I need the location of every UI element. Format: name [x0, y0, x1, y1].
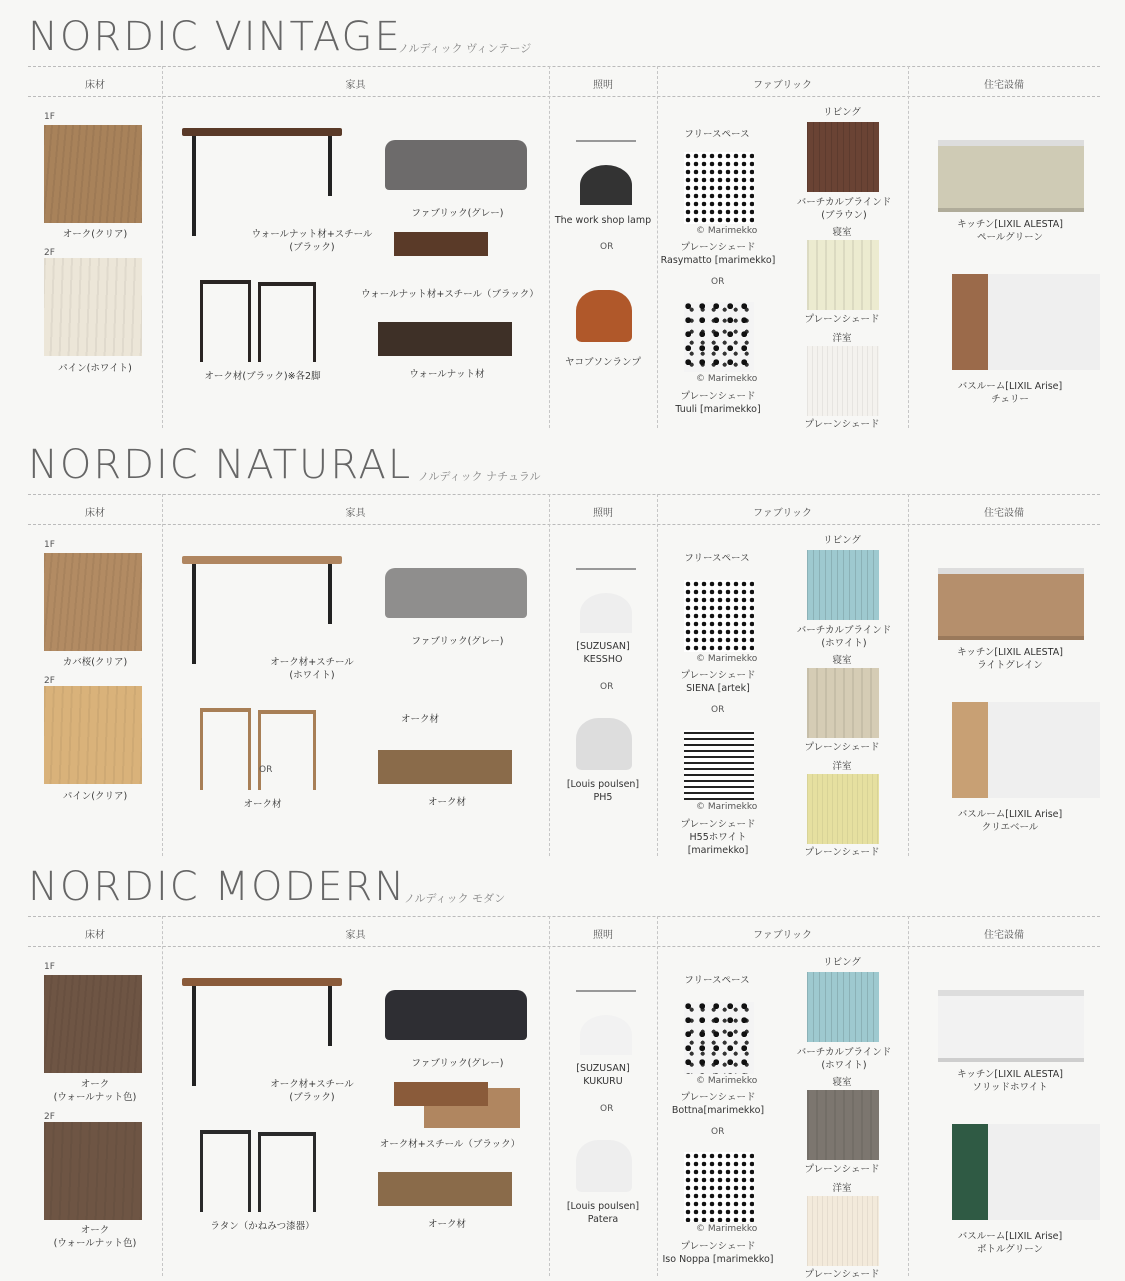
coffee-table-caption: オーク材	[400, 714, 439, 725]
tv-board-image	[378, 1172, 512, 1206]
bathroom-caption: バスルーム[LIXIL Arise] クリエベール	[957, 809, 1063, 833]
marimekko-credit: © Marimekko	[696, 226, 758, 236]
fabric-2-swatch	[684, 730, 754, 800]
divider	[28, 96, 1100, 97]
floor-2f-swatch	[44, 258, 142, 356]
floor-1f-caption: カバ桜(クリア)	[62, 657, 128, 668]
free-space-label: フリースペース	[684, 975, 750, 986]
living-caption: バーチカルブラインド (ホワイト)	[796, 625, 892, 649]
bedroom-caption: プレーンシェード	[804, 1164, 880, 1175]
kitchen-image	[938, 990, 1084, 1062]
dining-table-legs	[192, 136, 196, 236]
living-blind-swatch	[807, 122, 879, 192]
marimekko-credit: © Marimekko	[696, 654, 758, 664]
coffee-table-caption: ウォールナット材+スチール（ブラック）	[361, 289, 539, 300]
marimekko-credit: © Marimekko	[696, 374, 758, 384]
bedroom-label: 寝室	[832, 1077, 852, 1088]
kitchen-caption: キッチン[LIXIL ALESTA] ソリッドホワイト	[957, 1069, 1063, 1093]
chairs-caption: オーク材(ブラック)※各2脚	[204, 371, 321, 382]
column-header: 床材	[85, 80, 105, 91]
floor-2f-swatch	[44, 1122, 142, 1220]
column-header: 照明	[593, 930, 613, 941]
column-divider	[657, 916, 658, 1276]
dining-table-legs	[192, 986, 196, 1086]
column-divider	[162, 916, 163, 1276]
western-label: 洋室	[832, 1183, 852, 1194]
or-label: OR	[711, 1127, 725, 1137]
floor-1f-caption: オーク (ウォールナット色)	[53, 1079, 137, 1103]
tv-board-caption: オーク材	[427, 797, 466, 808]
sofa-image	[385, 990, 527, 1040]
coffee-table-image	[394, 232, 488, 256]
bedroom-caption: プレーンシェード	[804, 314, 880, 325]
free-space-label: フリースペース	[684, 553, 750, 564]
tv-board-caption: ウォールナット材	[409, 369, 485, 380]
column-header: 照明	[593, 80, 613, 91]
western-caption: プレーンシェード	[804, 847, 880, 858]
chair-image	[200, 708, 251, 790]
column-header: 床材	[85, 930, 105, 941]
tv-board-image	[378, 750, 512, 784]
pendant-light-2-shade	[576, 1140, 632, 1192]
western-label: 洋室	[832, 333, 852, 344]
bathroom-image	[952, 274, 1100, 370]
chair-image	[258, 710, 316, 790]
section-2	[0, 428, 1125, 856]
dining-table-caption: ウォールナット材+スチール (ブラック)	[251, 229, 373, 253]
chair-image	[200, 1130, 251, 1212]
light-1-caption: [SUZUSAN] KESSHO	[576, 641, 630, 665]
sofa-caption: ファブリック(グレー)	[411, 1058, 504, 1069]
fabric-1-swatch	[684, 1002, 754, 1074]
column-header: 照明	[593, 508, 613, 519]
pendant-light-1-shade	[580, 593, 632, 633]
or-label: OR	[711, 705, 725, 715]
column-divider	[908, 916, 909, 1276]
fabric-1-caption: プレーンシェード Bottna[marimekko]	[671, 1092, 765, 1116]
kitchen-image	[938, 140, 1084, 212]
western-caption: プレーンシェード	[804, 1269, 880, 1280]
section-subtitle: ノルディック ナチュラル	[418, 470, 541, 483]
floor-2f-label: 2F	[44, 248, 55, 258]
floor-1f-label: 1F	[44, 540, 55, 550]
fabric-2-caption: プレーンシェード Iso Noppa [marimekko]	[662, 1241, 774, 1265]
coffee-table-image	[394, 1082, 488, 1106]
pendant-light-1-shade	[580, 165, 632, 205]
western-shade-swatch	[807, 346, 879, 416]
or-label: OR	[259, 765, 273, 775]
floor-2f-label: 2F	[44, 1112, 55, 1122]
floor-1f-swatch	[44, 125, 142, 223]
living-label: リビング	[823, 535, 861, 546]
column-header: 住宅設備	[984, 930, 1024, 941]
western-label: 洋室	[832, 761, 852, 772]
section-3	[0, 850, 1125, 1280]
chair-image	[258, 282, 316, 362]
floor-2f-label: 2F	[44, 676, 55, 686]
dining-table-image	[182, 978, 342, 986]
floor-2f-caption: パイン(ホワイト)	[58, 363, 132, 374]
living-blind-swatch	[807, 550, 879, 620]
dining-table-caption: オーク材+スチール (ブラック)	[270, 1079, 354, 1103]
floor-2f-caption: オーク (ウォールナット色)	[53, 1225, 137, 1249]
divider	[28, 916, 1100, 917]
light-1-caption: The work shop lamp	[554, 215, 652, 226]
fabric-1-swatch	[684, 580, 754, 652]
western-caption: プレーンシェード	[804, 419, 880, 430]
bathroom-caption: バスルーム[LIXIL Arise] ボトルグリーン	[957, 1231, 1063, 1255]
column-header: ファブリック	[753, 508, 812, 519]
column-divider	[162, 66, 163, 428]
tv-board-caption: オーク材	[427, 1219, 466, 1230]
column-header: 家具	[345, 508, 366, 519]
fabric-2-swatch	[684, 1152, 754, 1222]
column-header: 住宅設備	[984, 80, 1024, 91]
marimekko-credit: © Marimekko	[696, 1076, 758, 1086]
light-2-caption: ヤコブソンランプ	[564, 357, 641, 368]
sofa-caption: ファブリック(グレー)	[411, 208, 504, 219]
floor-1f-label: 1F	[44, 962, 55, 972]
fabric-2-caption: プレーンシェード H55ホワイト[marimekko]	[680, 819, 756, 856]
bedroom-caption: プレーンシェード	[804, 742, 880, 753]
or-label: OR	[600, 1104, 614, 1114]
dining-table-caption: オーク材+スチール (ホワイト)	[270, 657, 354, 681]
sofa-caption: ファブリック(グレー)	[411, 636, 504, 647]
column-divider	[908, 66, 909, 428]
divider	[28, 494, 1100, 495]
column-header: 床材	[85, 508, 105, 519]
fabric-2-swatch	[684, 302, 754, 372]
column-header: 家具	[345, 930, 366, 941]
kitchen-caption: キッチン[LIXIL ALESTA] ペールグリーン	[957, 219, 1063, 243]
dining-table-legs	[328, 564, 332, 624]
section-1	[0, 0, 1125, 428]
living-caption: バーチカルブラインド (ブラウン)	[796, 197, 892, 221]
section-title: NORDIC NATURAL	[28, 442, 413, 488]
pendant-light-2-shade	[576, 718, 632, 770]
bathroom-image	[952, 1124, 1100, 1220]
floor-1f-caption: オーク(クリア)	[62, 229, 128, 240]
bathroom-caption: バスルーム[LIXIL Arise] チェリー	[957, 381, 1063, 405]
column-divider	[162, 494, 163, 856]
living-caption: バーチカルブラインド (ホワイト)	[796, 1047, 892, 1071]
or-label: OR	[600, 682, 614, 692]
light-1-caption: [SUZUSAN] KUKURU	[576, 1063, 630, 1087]
coffee-table-caption: オーク材+スチール（ブラック）	[379, 1139, 521, 1150]
tv-board-image	[378, 322, 512, 356]
divider	[28, 946, 1100, 947]
floor-1f-swatch	[44, 553, 142, 651]
bedroom-shade-swatch	[807, 1090, 879, 1160]
column-header: ファブリック	[753, 80, 812, 91]
western-shade-swatch	[807, 774, 879, 844]
fabric-1-swatch	[684, 152, 754, 224]
floor-1f-label: 1F	[44, 112, 55, 122]
or-label: OR	[711, 277, 725, 287]
divider	[28, 66, 1100, 67]
sofa-image	[385, 140, 527, 190]
column-divider	[657, 66, 658, 428]
fabric-1-caption: プレーンシェード Rasymatto [marimekko]	[660, 242, 776, 266]
dining-table-legs	[328, 986, 332, 1046]
fabric-2-caption: プレーンシェード Tuuli [marimekko]	[675, 391, 761, 415]
chair-image	[200, 280, 251, 362]
section-subtitle: ノルディック ヴィンテージ	[398, 42, 532, 55]
bathroom-image	[952, 702, 1100, 798]
marimekko-credit: © Marimekko	[696, 802, 758, 812]
dining-table-image	[182, 556, 342, 564]
marimekko-credit: © Marimekko	[696, 1224, 758, 1234]
column-divider	[549, 66, 550, 428]
column-divider	[908, 494, 909, 856]
or-label: OR	[600, 242, 614, 252]
divider	[28, 524, 1100, 525]
column-divider	[657, 494, 658, 856]
western-shade-swatch	[807, 1196, 879, 1266]
living-label: リビング	[823, 107, 861, 118]
dining-table-legs	[192, 564, 196, 664]
floor-2f-caption: パイン(クリア)	[62, 791, 128, 802]
chairs-caption: ラタン（かねみつ漆器）	[210, 1221, 315, 1232]
floor-1f-swatch	[44, 975, 142, 1073]
light-2-caption: [Louis poulsen] Patera	[566, 1201, 640, 1225]
kitchen-image	[938, 568, 1084, 640]
light-2-caption: [Louis poulsen] PH5	[566, 779, 640, 803]
fabric-1-caption: プレーンシェード SIENA [artek]	[680, 670, 756, 694]
dining-table-image	[182, 128, 342, 136]
sofa-image	[385, 568, 527, 618]
bedroom-label: 寝室	[832, 227, 852, 238]
section-title: NORDIC VINTAGE	[28, 14, 402, 60]
section-title: NORDIC MODERN	[28, 864, 407, 910]
dining-table-legs	[328, 136, 332, 196]
bedroom-label: 寝室	[832, 655, 852, 666]
bedroom-shade-swatch	[807, 668, 879, 738]
kitchen-caption: キッチン[LIXIL ALESTA] ライトグレイン	[957, 647, 1063, 671]
pendant-light-1-shade	[580, 1015, 632, 1055]
column-header: 住宅設備	[984, 508, 1024, 519]
free-space-label: フリースペース	[684, 129, 750, 140]
chairs-caption: オーク材	[243, 799, 282, 810]
living-blind-swatch	[807, 972, 879, 1042]
living-label: リビング	[823, 957, 861, 968]
column-header: 家具	[345, 80, 366, 91]
chair-image	[258, 1132, 316, 1212]
bedroom-shade-swatch	[807, 240, 879, 310]
floor-2f-swatch	[44, 686, 142, 784]
pendant-light-2-shade	[576, 290, 632, 342]
column-header: ファブリック	[753, 930, 812, 941]
section-subtitle: ノルディック モダン	[404, 892, 506, 905]
